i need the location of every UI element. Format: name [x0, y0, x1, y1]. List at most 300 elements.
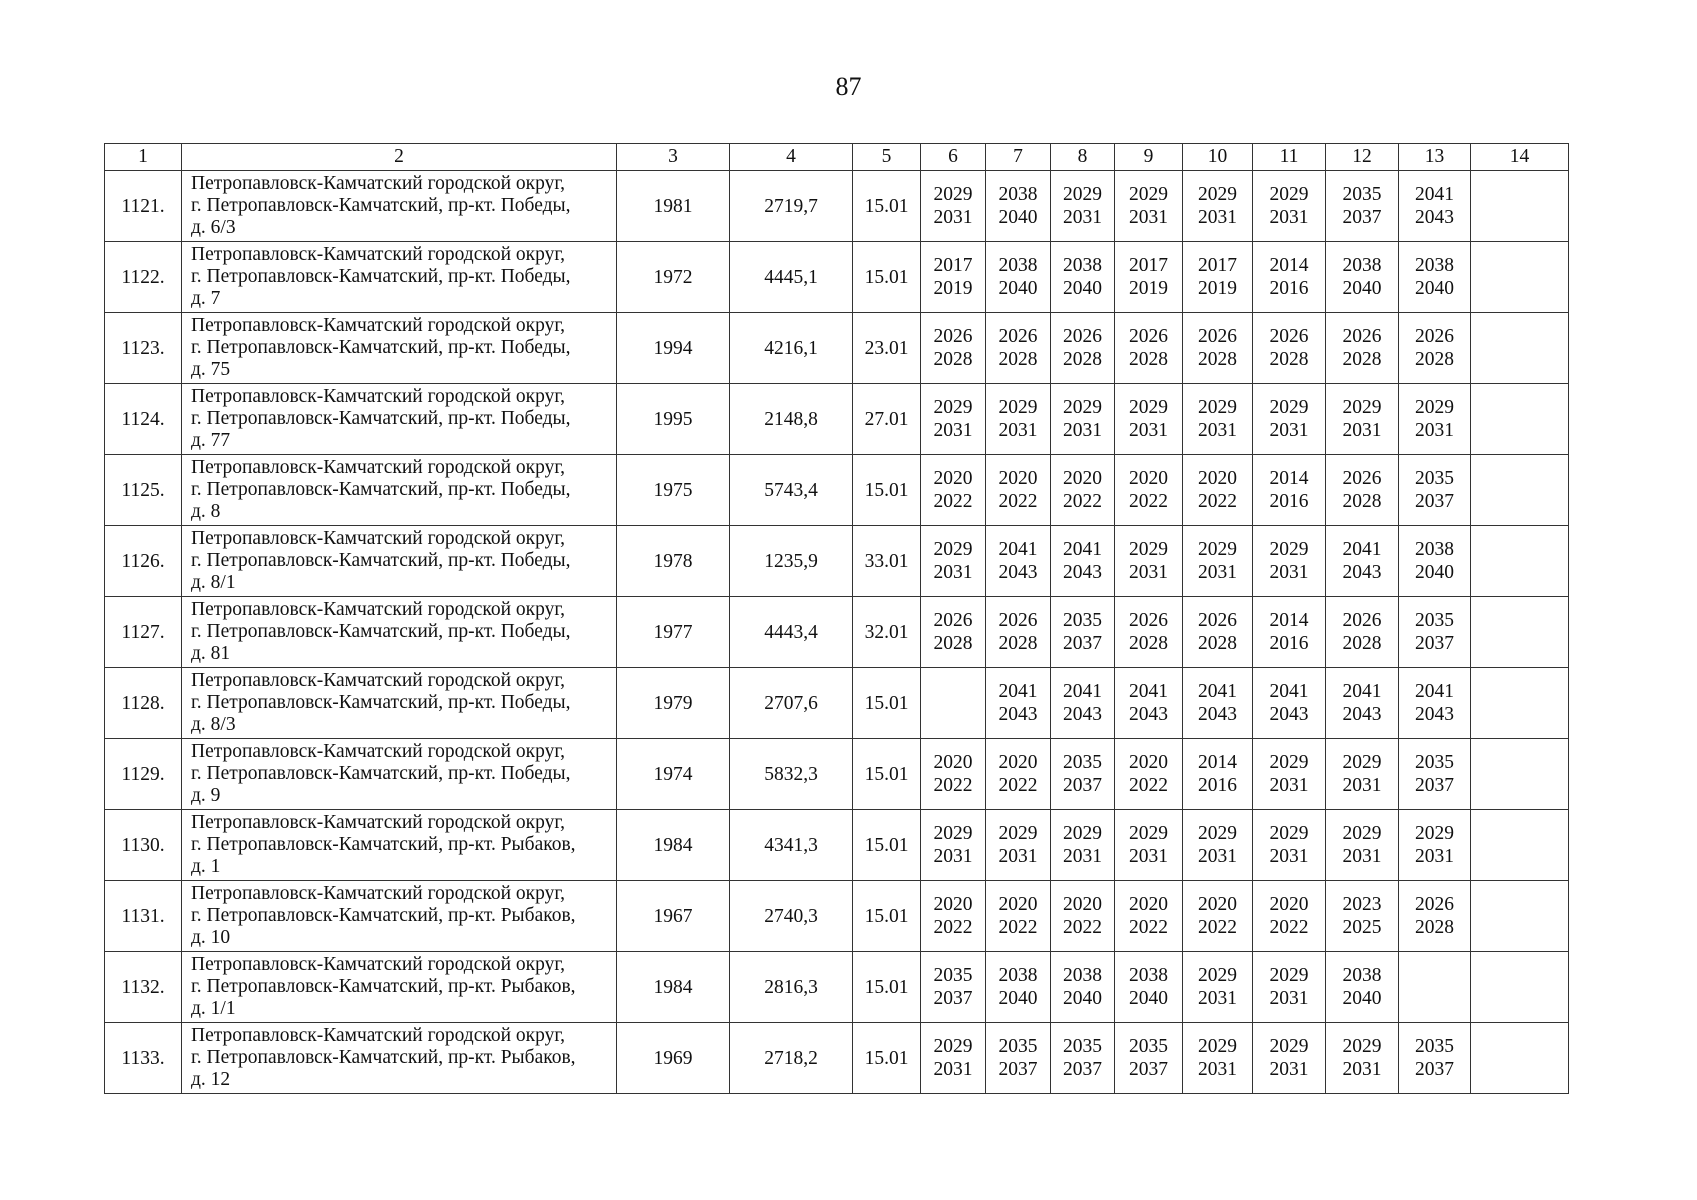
address-line: г. Петропавловск-Камчатский, пр-кт. Победы,: [191, 763, 571, 784]
address-line: Петропавловск-Камчатский городской округ,: [191, 1025, 566, 1046]
period-start-year: 2020: [998, 894, 1038, 915]
address-cell: [182, 455, 617, 526]
period-cell: [1399, 1023, 1471, 1094]
period-cell: [921, 881, 986, 952]
column-header: 9: [1115, 144, 1183, 171]
period-end-year: 2031: [998, 420, 1038, 441]
period-cell: [1183, 526, 1253, 597]
period-start-year: 2020: [933, 468, 973, 489]
period-end-year: 2031: [1198, 1059, 1237, 1080]
period-start-year: 2038: [1415, 255, 1454, 276]
period-cell: [1253, 384, 1326, 455]
period-start-year: 2029: [933, 184, 973, 205]
column-header: 13: [1399, 144, 1471, 171]
period-end-year: 2031: [1269, 846, 1309, 867]
period-end-year: 2040: [1129, 988, 1168, 1009]
period-end-year: 2028: [1129, 633, 1168, 654]
period-end-year: 2043: [998, 562, 1038, 583]
period-cell: [1051, 455, 1115, 526]
period-start-year: 2020: [933, 752, 973, 773]
period-end-year: 2028: [1269, 349, 1309, 370]
year-cell: 1977: [617, 597, 730, 668]
period-end-year: 2043: [1269, 704, 1309, 725]
period-end-year: 2040: [998, 207, 1038, 228]
period-cell: [986, 455, 1051, 526]
address-cell: [182, 313, 617, 384]
row-number-cell: 1127.: [105, 597, 182, 668]
address-line: Петропавловск-Камчатский городской округ,: [191, 386, 566, 407]
period-end-year: 2028: [998, 349, 1038, 370]
period-cell: [1051, 242, 1115, 313]
address-line: д. 12: [191, 1069, 231, 1090]
period-end-year: 2031: [933, 1059, 973, 1080]
period-start-year: 2014: [1269, 468, 1309, 489]
period-start-year: 2038: [1063, 255, 1102, 276]
period-start-year: 2029: [1129, 397, 1168, 418]
period-end-year: 2022: [1063, 917, 1102, 938]
period-cell: [1253, 313, 1326, 384]
period-end-year: 2031: [1198, 207, 1237, 228]
column-header: 2: [182, 144, 617, 171]
address-cell: [182, 526, 617, 597]
period-cell: [1183, 242, 1253, 313]
period-start-year: 2038: [1342, 965, 1382, 986]
period-start-year: 2029: [1269, 752, 1309, 773]
period-cell: [1253, 739, 1326, 810]
period-start-year: 2029: [998, 823, 1038, 844]
period-end-year: 2043: [1198, 704, 1237, 725]
address-line: Петропавловск-Камчатский городской округ,: [191, 954, 566, 975]
period-cell: [1115, 242, 1183, 313]
period-cell: [1253, 952, 1326, 1023]
table-row: [105, 597, 1569, 668]
table-header: [105, 144, 1569, 171]
period-end-year: 2031: [933, 562, 973, 583]
period-end-year: 2037: [1063, 1059, 1102, 1080]
period-start-year: [1399, 964, 1470, 987]
period-cell: [1326, 1023, 1399, 1094]
table-row: [105, 668, 1569, 739]
period-start-year: 2026: [998, 326, 1038, 347]
period-cell: [1115, 384, 1183, 455]
period-start-year: 2029: [1342, 397, 1382, 418]
period-start-year: 2023: [1342, 894, 1382, 915]
period-end-year: 2028: [933, 633, 973, 654]
period-end-year: [1399, 987, 1470, 1010]
address-line: Петропавловск-Камчатский городской округ,: [191, 244, 566, 265]
period-start-year: 2026: [1198, 326, 1237, 347]
period-start-year: 2029: [998, 397, 1038, 418]
column-14-cell: [1471, 313, 1569, 384]
address-line: г. Петропавловск-Камчатский, пр-кт. Победы,: [191, 479, 571, 500]
period-cell: [1183, 597, 1253, 668]
period-cell: [1115, 739, 1183, 810]
period-start-year: 2035: [1415, 468, 1454, 489]
address-line: г. Петропавловск-Камчатский, пр-кт. Рыбаков,: [191, 976, 576, 997]
period-cell: [921, 1023, 986, 1094]
address-cell: [182, 171, 617, 242]
period-start-year: 2041: [1063, 681, 1102, 702]
period-start-year: 2020: [1063, 468, 1102, 489]
period-cell: [1326, 171, 1399, 242]
column-header: 4: [730, 144, 853, 171]
period-end-year: 2031: [933, 420, 973, 441]
address-line: г. Петропавловск-Камчатский, пр-кт. Победы,: [191, 195, 571, 216]
address-line: Петропавловск-Камчатский городской округ,: [191, 528, 566, 549]
area-cell: 2816,3: [730, 952, 853, 1023]
period-start-year: 2035: [1415, 1036, 1454, 1057]
period-cell: [921, 384, 986, 455]
period-cell: [1051, 1023, 1115, 1094]
period-start-year: 2029: [1269, 1036, 1309, 1057]
period-start-year: 2041: [1342, 681, 1382, 702]
period-cell: [1399, 242, 1471, 313]
period-end-year: 2016: [1269, 278, 1309, 299]
period-end-year: 2040: [998, 988, 1038, 1009]
page-number: 87: [835, 72, 862, 101]
period-cell: [1183, 881, 1253, 952]
period-end-year: 2031: [1198, 562, 1237, 583]
area-cell: 1235,9: [730, 526, 853, 597]
period-end-year: 2031: [1129, 420, 1168, 441]
year-cell: 1969: [617, 1023, 730, 1094]
period-end-year: 2043: [1342, 704, 1382, 725]
period-start-year: 2026: [933, 326, 973, 347]
period-start-year: 2020: [1269, 894, 1309, 915]
period-start-year: 2041: [998, 681, 1038, 702]
period-end-year: 2043: [998, 704, 1038, 725]
period-start-year: 2014: [1269, 255, 1309, 276]
period-cell: [1115, 952, 1183, 1023]
address-line: Петропавловск-Камчатский городской округ,: [191, 670, 566, 691]
period-end-year: 2043: [1129, 704, 1168, 725]
table-row: [105, 242, 1569, 313]
period-end-year: 2022: [1129, 491, 1168, 512]
period-end-year: 2037: [1063, 775, 1102, 796]
period-end-year: 2031: [1415, 420, 1454, 441]
period-start-year: 2029: [933, 397, 973, 418]
period-cell: [986, 384, 1051, 455]
period-start-year: 2020: [1198, 468, 1237, 489]
period-start-year: 2029: [1129, 539, 1168, 560]
period-start-year: 2026: [1129, 610, 1168, 631]
period-cell: [1326, 384, 1399, 455]
period-start-year: 2029: [1063, 823, 1102, 844]
address-cell: [182, 668, 617, 739]
period-cell: [1326, 952, 1399, 1023]
period-start-year: 2029: [1198, 539, 1237, 560]
period-end-year: 2040: [1063, 988, 1102, 1009]
period-start-year: 2020: [1063, 894, 1102, 915]
code-cell: 15.01: [853, 1023, 921, 1094]
period-end-year: 2037: [1129, 1059, 1168, 1080]
row-number-cell: 1122.: [105, 242, 182, 313]
period-start-year: 2029: [1129, 823, 1168, 844]
year-cell: 1995: [617, 384, 730, 455]
period-cell: [1115, 810, 1183, 881]
period-cell: [1326, 668, 1399, 739]
code-cell: 15.01: [853, 171, 921, 242]
period-end-year: 2028: [998, 633, 1038, 654]
period-start-year: 2020: [933, 894, 973, 915]
area-cell: 2718,2: [730, 1023, 853, 1094]
period-end-year: 2016: [1269, 633, 1309, 654]
period-start-year: 2041: [998, 539, 1038, 560]
period-start-year: 2020: [1129, 468, 1168, 489]
period-start-year: 2020: [1129, 752, 1168, 773]
row-number-cell: 1125.: [105, 455, 182, 526]
period-cell: [1051, 313, 1115, 384]
period-cell: [1399, 739, 1471, 810]
period-start-year: 2035: [1063, 752, 1102, 773]
year-cell: 1974: [617, 739, 730, 810]
period-start-year: 2041: [1198, 681, 1237, 702]
period-cell: [986, 526, 1051, 597]
row-number-cell: 1128.: [105, 668, 182, 739]
period-start-year: 2029: [1198, 397, 1237, 418]
period-cell: [921, 668, 986, 739]
period-cell: [1326, 739, 1399, 810]
period-end-year: 2040: [1342, 988, 1382, 1009]
period-start-year: 2029: [1269, 184, 1309, 205]
period-cell: [986, 597, 1051, 668]
period-start-year: 2038: [1415, 539, 1454, 560]
period-cell: [1051, 668, 1115, 739]
year-cell: 1967: [617, 881, 730, 952]
period-cell: [1326, 313, 1399, 384]
column-14-cell: [1471, 242, 1569, 313]
period-start-year: 2026: [1269, 326, 1309, 347]
year-cell: 1984: [617, 810, 730, 881]
period-cell: [1183, 810, 1253, 881]
period-cell: [1253, 242, 1326, 313]
address-line: Петропавловск-Камчатский городской округ,: [191, 457, 566, 478]
table-row: [105, 526, 1569, 597]
period-cell: [1183, 455, 1253, 526]
period-start-year: 2029: [1269, 965, 1309, 986]
address-cell: [182, 881, 617, 952]
period-end-year: 2040: [1415, 562, 1454, 583]
period-cell: [1399, 668, 1471, 739]
column-header: 10: [1183, 144, 1253, 171]
period-end-year: 2031: [1063, 207, 1102, 228]
period-start-year: 2029: [1063, 184, 1102, 205]
period-start-year: 2035: [1063, 1036, 1102, 1057]
period-cell: [921, 739, 986, 810]
code-cell: 15.01: [853, 455, 921, 526]
period-end-year: 2031: [1415, 846, 1454, 867]
period-start-year: 2029: [1415, 823, 1454, 844]
period-cell: [1326, 455, 1399, 526]
period-cell: [1253, 597, 1326, 668]
address-line: г. Петропавловск-Камчатский, пр-кт. Победы,: [191, 621, 571, 642]
address-line: д. 1: [191, 856, 221, 877]
code-cell: 32.01: [853, 597, 921, 668]
period-end-year: 2022: [998, 491, 1038, 512]
period-end-year: 2031: [933, 207, 973, 228]
period-start-year: 2029: [1269, 397, 1309, 418]
period-end-year: 2031: [1129, 562, 1168, 583]
period-cell: [1051, 952, 1115, 1023]
address-line: Петропавловск-Камчатский городской округ,: [191, 315, 566, 336]
address-line: г. Петропавловск-Камчатский, пр-кт. Победы,: [191, 337, 571, 358]
period-end-year: 2028: [1063, 349, 1102, 370]
period-cell: [1115, 526, 1183, 597]
code-cell: 15.01: [853, 881, 921, 952]
period-end-year: 2028: [1415, 349, 1454, 370]
period-end-year: 2031: [1198, 846, 1237, 867]
address-line: г. Петропавловск-Камчатский, пр-кт. Рыбаков,: [191, 1047, 576, 1068]
address-cell: [182, 384, 617, 455]
area-cell: 2740,3: [730, 881, 853, 952]
period-end-year: 2037: [933, 988, 973, 1009]
address-line: д. 9: [191, 785, 221, 806]
period-start-year: 2026: [1415, 326, 1454, 347]
period-start-year: 2029: [933, 539, 973, 560]
period-start-year: 2020: [1198, 894, 1237, 915]
row-number-cell: 1121.: [105, 171, 182, 242]
column-14-cell: [1471, 455, 1569, 526]
period-start-year: 2026: [1198, 610, 1237, 631]
period-cell: [1326, 881, 1399, 952]
column-14-cell: [1471, 881, 1569, 952]
period-cell: [986, 668, 1051, 739]
address-line: д. 8/1: [191, 572, 236, 593]
period-cell: [1253, 526, 1326, 597]
period-end-year: 2028: [1342, 633, 1382, 654]
address-cell: [182, 597, 617, 668]
period-end-year: 2031: [1342, 420, 1382, 441]
period-cell: [986, 952, 1051, 1023]
year-cell: 1975: [617, 455, 730, 526]
row-number-cell: 1126.: [105, 526, 182, 597]
period-end-year: [921, 703, 985, 726]
column-14-cell: [1471, 1023, 1569, 1094]
period-end-year: 2028: [933, 349, 973, 370]
period-start-year: 2035: [1063, 610, 1102, 631]
period-end-year: 2031: [1342, 775, 1382, 796]
area-cell: 4341,3: [730, 810, 853, 881]
period-start-year: 2026: [998, 610, 1038, 631]
period-cell: [1399, 597, 1471, 668]
period-cell: [986, 739, 1051, 810]
column-14-cell: [1471, 810, 1569, 881]
period-start-year: 2038: [1063, 965, 1102, 986]
period-start-year: 2035: [1342, 184, 1382, 205]
period-end-year: 2019: [1129, 278, 1168, 299]
period-cell: [1399, 881, 1471, 952]
period-start-year: 2041: [1342, 539, 1382, 560]
period-end-year: 2031: [1063, 420, 1102, 441]
period-cell: [1051, 384, 1115, 455]
period-end-year: 2031: [1269, 988, 1309, 1009]
address-line: Петропавловск-Камчатский городской округ,: [191, 741, 566, 762]
period-start-year: 2029: [1415, 397, 1454, 418]
period-end-year: 2037: [998, 1059, 1038, 1080]
period-cell: [921, 952, 986, 1023]
address-line: г. Петропавловск-Камчатский, пр-кт. Рыбаков,: [191, 905, 576, 926]
period-cell: [921, 810, 986, 881]
period-start-year: 2026: [933, 610, 973, 631]
period-cell: [1051, 810, 1115, 881]
period-cell: [986, 242, 1051, 313]
column-14-cell: [1471, 952, 1569, 1023]
period-end-year: 2031: [1198, 988, 1237, 1009]
period-end-year: 2040: [1415, 278, 1454, 299]
period-end-year: 2031: [1269, 562, 1309, 583]
period-end-year: 2022: [933, 491, 973, 512]
period-cell: [1399, 526, 1471, 597]
row-number-cell: 1131.: [105, 881, 182, 952]
period-cell: [986, 171, 1051, 242]
code-cell: 33.01: [853, 526, 921, 597]
period-cell: [1326, 810, 1399, 881]
period-cell: [921, 597, 986, 668]
period-end-year: 2037: [1415, 633, 1454, 654]
period-start-year: 2029: [1342, 752, 1382, 773]
period-cell: [1399, 455, 1471, 526]
period-end-year: 2043: [1342, 562, 1382, 583]
period-end-year: 2037: [1415, 1059, 1454, 1080]
period-end-year: 2028: [1342, 491, 1382, 512]
period-start-year: 2029: [1269, 823, 1309, 844]
period-end-year: 2031: [1063, 846, 1102, 867]
period-start-year: 2026: [1342, 468, 1382, 489]
period-end-year: 2043: [1415, 704, 1454, 725]
period-cell: [1183, 171, 1253, 242]
address-line: г. Петропавловск-Камчатский, пр-кт. Победы,: [191, 408, 571, 429]
period-cell: [921, 242, 986, 313]
period-end-year: 2031: [1269, 775, 1309, 796]
period-end-year: 2019: [933, 278, 973, 299]
period-end-year: 2031: [998, 846, 1038, 867]
column-header: 8: [1051, 144, 1115, 171]
period-end-year: 2043: [1415, 207, 1454, 228]
period-start-year: 2029: [1198, 184, 1237, 205]
period-cell: [1183, 668, 1253, 739]
period-start-year: 2029: [1198, 823, 1237, 844]
code-cell: 15.01: [853, 242, 921, 313]
period-cell: [1399, 810, 1471, 881]
area-cell: 5743,4: [730, 455, 853, 526]
period-cell: [1183, 384, 1253, 455]
area-cell: 2719,7: [730, 171, 853, 242]
period-start-year: 2029: [1198, 965, 1237, 986]
address-line: д. 7: [191, 288, 221, 309]
area-cell: 2148,8: [730, 384, 853, 455]
period-start-year: 2014: [1269, 610, 1309, 631]
row-number-cell: 1132.: [105, 952, 182, 1023]
period-cell: [1253, 881, 1326, 952]
address-line: Петропавловск-Камчатский городской округ,: [191, 599, 566, 620]
period-end-year: 2037: [1415, 775, 1454, 796]
period-cell: [1183, 952, 1253, 1023]
period-cell: [1399, 384, 1471, 455]
period-start-year: 2035: [1415, 752, 1454, 773]
address-cell: [182, 739, 617, 810]
period-start-year: 2041: [1063, 539, 1102, 560]
address-line: д. 1/1: [191, 998, 236, 1019]
column-14-cell: [1471, 526, 1569, 597]
period-cell: [1115, 668, 1183, 739]
period-end-year: 2037: [1415, 491, 1454, 512]
area-cell: 2707,6: [730, 668, 853, 739]
header-row: [105, 144, 1569, 171]
period-cell: [1115, 171, 1183, 242]
code-cell: 15.01: [853, 668, 921, 739]
period-end-year: 2022: [933, 917, 973, 938]
period-start-year: 2038: [1129, 965, 1168, 986]
